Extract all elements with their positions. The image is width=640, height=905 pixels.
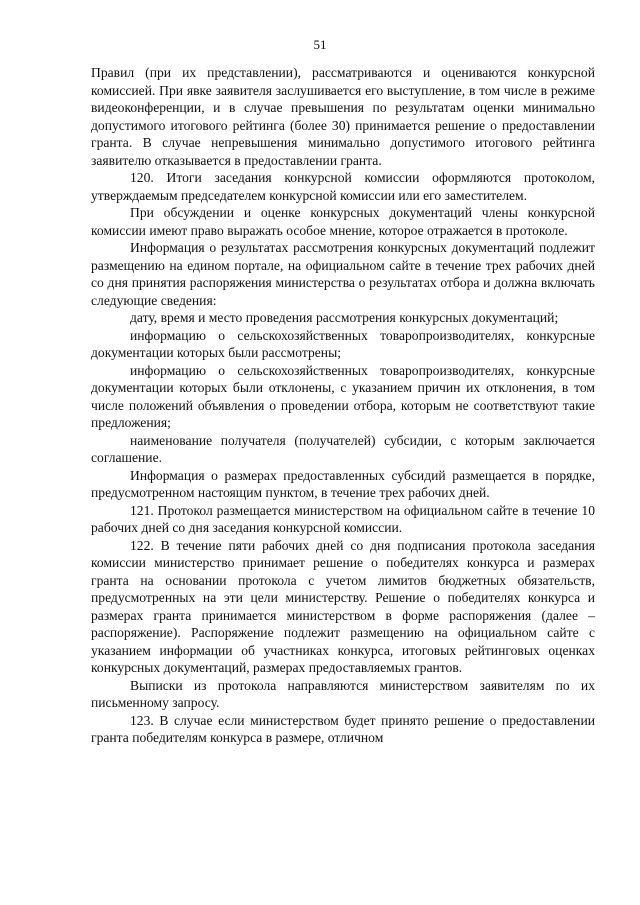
paragraph: Информация о размерах предоставленных субсидий размещается в порядке, предусмотренном настоящим пунктом, в течение трех рабочих дней.: [91, 467, 595, 500]
paragraph: При обсуждении и оценке конкурсных документаций члены конкурсной комиссии имеют право выражать особое мнение, которое отражается в протоколе.: [91, 205, 595, 238]
document-body: [91, 64, 595, 747]
paragraph: 120. Итоги заседания конкурсной комиссии оформляются протоколом, утверждаемым председателем конкурсной комиссии или его заместителем.: [91, 170, 595, 203]
paragraph: Правил (при их представлении), рассматриваются и оцениваются конкурсной комиссией. При явке заявителя заслушивается его выступление, в том числе в режиме видеоконференции, и в случае превышения по результатам оценки минимально допустимого итогового рейтинга (более 30) принимается решение о предоставлении гранта. В случае непревышения минимально допустимого итогового рейтинга заявителю отказывается в предоставлении гранта.: [91, 65, 595, 168]
list-item: дату, время и место проведения рассмотрения конкурсных документаций;: [130, 310, 559, 325]
paragraph: 122. В течение пяти рабочих дней со дня подписания протокола заседания комиссии министерство принимает решение о победителях конкурса и размерах гранта на основании протокола с учетом лимитов бюджетных обязательств, предусмотренных на эти цели министерству. Решение о победителях конкурса и размерах гранта принимается министерством в форме распоряжения (далее – распоряжение). Распоряжение подлежит размещению на официальном сайте с указанием информации об участниках конкурса, итоговых рейтинговых оценках конкурсных документаций, размерах предоставляемых грантов.: [91, 537, 595, 675]
paragraph: Выписки из протокола направляются министерством заявителям по их письменному запросу.: [91, 677, 595, 710]
list-item: информацию о сельскохозяйственных товаропроизводителях, конкурсные документации которых были рассмотрены;: [91, 327, 595, 360]
paragraph: Информация о результатах рассмотрения конкурсных документаций подлежит размещению на едином портале, на официальном сайте в течение трех рабочих дней со дня принятия распоряжения министерства о результатах отбора и должна включать следующие сведения:: [91, 240, 595, 308]
list-item: наименование получателя (получателей) субсидии, с которым заключается соглашение.: [91, 432, 595, 465]
page-number: 51: [313, 37, 327, 52]
paragraph: 121. Протокол размещается министерством на официальном сайте в течение 10 рабочих дней со дня заседания конкурсной комиссии.: [91, 502, 595, 535]
list-item: информацию о сельскохозяйственных товаропроизводителях, конкурсные документации которых были отклонены, с указанием причин их отклонения, в том числе положений объявления о проведении отбора, которым не соответствуют такие предложения;: [91, 362, 595, 430]
paragraph: 123. В случае если министерством будет принято решение о предоставлении гранта победителям конкурса в размере, отличном: [91, 712, 595, 745]
